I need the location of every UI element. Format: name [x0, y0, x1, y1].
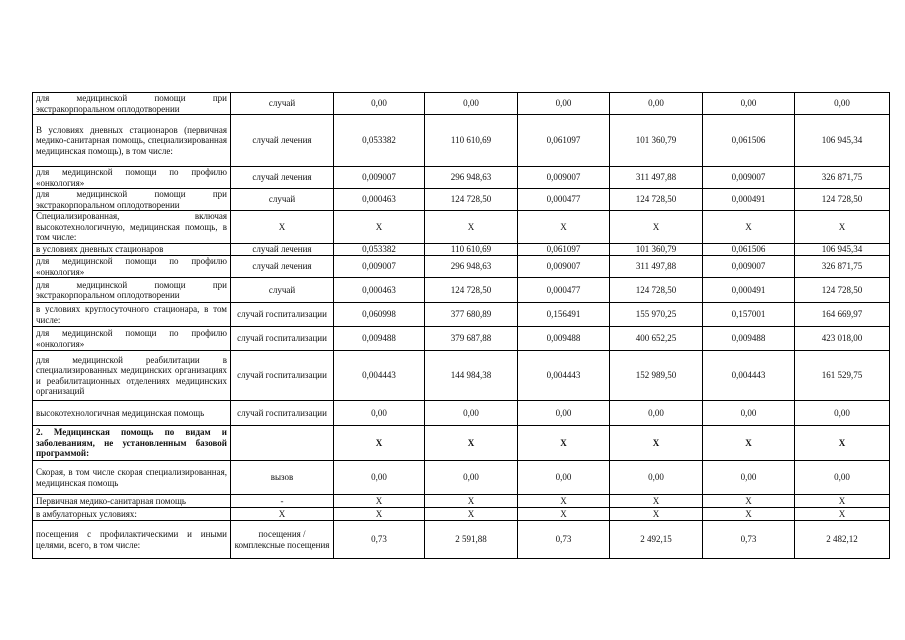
row-value-cell: 0,00 — [425, 461, 518, 495]
row-value-cell: 377 680,89 — [425, 303, 518, 327]
row-unit: случай лечения — [231, 167, 334, 189]
row-value-cell: 124 728,50 — [795, 278, 890, 303]
row-value-cell: 0,060998 — [334, 303, 425, 327]
row-value-cell: 152 989,50 — [610, 351, 703, 401]
row-description: для медицинской помощи при экстракорпоральном оплодотворении — [33, 93, 231, 115]
row-description: 2. Медицинская помощь по видам и заболеваниям, не установленным базовой программой: — [33, 426, 231, 461]
row-value-cell: 0,000491 — [703, 189, 795, 211]
row-description: в условиях круглосуточного стационара, в том числе: — [33, 303, 231, 327]
row-value-cell: 0,004443 — [703, 351, 795, 401]
row-value-cell: 0,000463 — [334, 278, 425, 303]
row-value-cell: 0,000477 — [518, 189, 610, 211]
row-value-cell: Х — [518, 495, 610, 508]
row-value-cell: 124 728,50 — [425, 189, 518, 211]
row-value-cell: 161 529,75 — [795, 351, 890, 401]
tariff-table — [32, 92, 890, 559]
row-value-cell: 155 970,25 — [610, 303, 703, 327]
row-value-cell: 0,009007 — [703, 167, 795, 189]
table-row — [33, 426, 890, 461]
row-unit: случай — [231, 189, 334, 211]
row-value-cell: 311 497,88 — [610, 256, 703, 278]
row-value-cell: 0,157001 — [703, 303, 795, 327]
row-value-cell: Х — [703, 211, 795, 244]
row-value-cell: Х — [425, 508, 518, 521]
row-value-cell: 0,000477 — [518, 278, 610, 303]
row-value-cell: 0,00 — [334, 401, 425, 426]
row-value-cell: 0,00 — [518, 93, 610, 115]
row-value-cell: Х — [334, 211, 425, 244]
row-value-cell: 0,009007 — [518, 167, 610, 189]
row-value-cell: 0,00 — [518, 461, 610, 495]
row-value-cell: Х — [425, 495, 518, 508]
row-value-cell: 296 948,63 — [425, 256, 518, 278]
row-value-cell: 101 360,79 — [610, 115, 703, 167]
row-unit: случай госпитализации — [231, 327, 334, 351]
row-value-cell: 106 945,34 — [795, 244, 890, 256]
row-value-cell: 0,004443 — [334, 351, 425, 401]
row-value-cell: 0,00 — [610, 401, 703, 426]
row-value-cell: Х — [795, 495, 890, 508]
row-description: Первичная медико-санитарная помощь — [33, 495, 231, 508]
row-value-cell: 0,00 — [334, 461, 425, 495]
row-value-cell: 326 871,75 — [795, 256, 890, 278]
row-description: для медицинской помощи по профилю «онкология» — [33, 327, 231, 351]
row-value-cell: 0,73 — [518, 521, 610, 559]
row-value-cell: Х — [334, 495, 425, 508]
row-value-cell: 164 669,97 — [795, 303, 890, 327]
table-row — [33, 303, 890, 327]
row-value-cell: 101 360,79 — [610, 244, 703, 256]
table-row — [33, 508, 890, 521]
table-row — [33, 211, 890, 244]
row-unit: случай лечения — [231, 115, 334, 167]
row-value-cell: 311 497,88 — [610, 167, 703, 189]
table-row — [33, 495, 890, 508]
row-unit: случай лечения — [231, 256, 334, 278]
row-value-cell: 0,061097 — [518, 115, 610, 167]
row-value-cell: 0,00 — [425, 93, 518, 115]
row-value-cell: 124 728,50 — [425, 278, 518, 303]
table-row — [33, 461, 890, 495]
row-value-cell: 0,009007 — [518, 256, 610, 278]
row-value-cell: 0,009488 — [518, 327, 610, 351]
row-value-cell: 124 728,50 — [610, 189, 703, 211]
row-value-cell: Х — [610, 495, 703, 508]
table-row — [33, 401, 890, 426]
row-value-cell: 0,00 — [518, 401, 610, 426]
row-value-cell: 0,00 — [795, 461, 890, 495]
row-value-cell: 0,00 — [610, 93, 703, 115]
row-value-cell: Х — [795, 211, 890, 244]
row-value-cell: 0,73 — [334, 521, 425, 559]
row-value-cell: 0,00 — [795, 401, 890, 426]
row-value-cell: Х — [518, 508, 610, 521]
row-value-cell: Х — [703, 495, 795, 508]
row-unit: случай госпитализации — [231, 401, 334, 426]
row-value-cell: 379 687,88 — [425, 327, 518, 351]
table-body — [33, 93, 890, 559]
row-unit — [231, 426, 334, 461]
row-unit: Х — [231, 211, 334, 244]
row-value-cell: Х — [334, 426, 425, 461]
row-value-cell: 423 018,00 — [795, 327, 890, 351]
row-value-cell: 0,00 — [795, 93, 890, 115]
table-row — [33, 278, 890, 303]
table-row — [33, 167, 890, 189]
row-value-cell: 0,00 — [703, 461, 795, 495]
row-value-cell: 0,053382 — [334, 244, 425, 256]
table-row — [33, 189, 890, 211]
row-value-cell: 0,009007 — [334, 167, 425, 189]
row-unit: посещения / комплексные посещения — [231, 521, 334, 559]
row-value-cell: 0,004443 — [518, 351, 610, 401]
table-row — [33, 244, 890, 256]
table-row — [33, 521, 890, 559]
row-description: Специализированная, включая высокотехнологичную, медицинская помощь, в том числе: — [33, 211, 231, 244]
table-row — [33, 351, 890, 401]
row-unit: случай госпитализации — [231, 351, 334, 401]
row-unit: случай — [231, 278, 334, 303]
row-value-cell: Х — [610, 508, 703, 521]
row-value-cell: 0,00 — [610, 461, 703, 495]
row-value-cell: 0,00 — [703, 401, 795, 426]
row-value-cell: 0,053382 — [334, 115, 425, 167]
row-value-cell: 0,009007 — [703, 256, 795, 278]
row-description: для медицинской помощи по профилю «онкология» — [33, 256, 231, 278]
row-description: для медицинской помощи при экстракорпоральном оплодотворении — [33, 278, 231, 303]
table-row — [33, 327, 890, 351]
row-description: В условиях дневных стационаров (первичная медико-санитарная помощь, специализированная медицинская помощь), в том числе: — [33, 115, 231, 167]
row-value-cell: Х — [334, 508, 425, 521]
row-value-cell: Х — [610, 426, 703, 461]
row-value-cell: 144 984,38 — [425, 351, 518, 401]
row-description: для медицинской помощи по профилю «онкология» — [33, 167, 231, 189]
row-value-cell: 0,061506 — [703, 244, 795, 256]
row-value-cell: 0,000491 — [703, 278, 795, 303]
row-value-cell: Х — [610, 211, 703, 244]
row-value-cell: 0,156491 — [518, 303, 610, 327]
row-unit: случай — [231, 93, 334, 115]
row-value-cell: 0,73 — [703, 521, 795, 559]
row-value-cell: 0,009488 — [703, 327, 795, 351]
row-value-cell: Х — [518, 426, 610, 461]
row-value-cell: 2 591,88 — [425, 521, 518, 559]
row-description: в условиях дневных стационаров — [33, 244, 231, 256]
row-value-cell: 0,061506 — [703, 115, 795, 167]
row-unit: случай лечения — [231, 244, 334, 256]
row-value-cell: 0,061097 — [518, 244, 610, 256]
row-value-cell: 110 610,69 — [425, 244, 518, 256]
row-value-cell: Х — [518, 211, 610, 244]
row-value-cell: 106 945,34 — [795, 115, 890, 167]
row-unit: вызов — [231, 461, 334, 495]
row-unit: Х — [231, 508, 334, 521]
table-row — [33, 93, 890, 115]
row-value-cell: Х — [703, 508, 795, 521]
row-description: Скорая, в том числе скорая специализированная, медицинская помощь — [33, 461, 231, 495]
row-value-cell: 2 492,15 — [610, 521, 703, 559]
row-description: посещения с профилактическими и иными целями, всего, в том числе: — [33, 521, 231, 559]
row-value-cell: Х — [795, 426, 890, 461]
row-description: для медицинской реабилитации в специализированных медицинских организациях и реабилитационных отделениях медицинских организаций — [33, 351, 231, 401]
table-row — [33, 256, 890, 278]
row-description: для медицинской помощи при экстракорпоральном оплодотворении — [33, 189, 231, 211]
row-value-cell: 110 610,69 — [425, 115, 518, 167]
row-unit: случай госпитализации — [231, 303, 334, 327]
row-value-cell: 0,00 — [425, 401, 518, 426]
row-value-cell: 2 482,12 — [795, 521, 890, 559]
row-value-cell: 296 948,63 — [425, 167, 518, 189]
row-value-cell: 0,000463 — [334, 189, 425, 211]
row-unit: - — [231, 495, 334, 508]
row-value-cell: 124 728,50 — [795, 189, 890, 211]
row-description: в амбулаторных условиях: — [33, 508, 231, 521]
row-value-cell: 0,00 — [334, 93, 425, 115]
row-value-cell: Х — [425, 211, 518, 244]
table-row — [33, 115, 890, 167]
row-value-cell: Х — [795, 508, 890, 521]
row-value-cell: 0,009488 — [334, 327, 425, 351]
row-value-cell: 400 652,25 — [610, 327, 703, 351]
row-value-cell: 0,00 — [703, 93, 795, 115]
row-value-cell: Х — [703, 426, 795, 461]
row-value-cell: 326 871,75 — [795, 167, 890, 189]
row-value-cell: 0,009007 — [334, 256, 425, 278]
row-value-cell: 124 728,50 — [610, 278, 703, 303]
row-description: высокотехнологичная медицинская помощь — [33, 401, 231, 426]
row-value-cell: Х — [425, 426, 518, 461]
